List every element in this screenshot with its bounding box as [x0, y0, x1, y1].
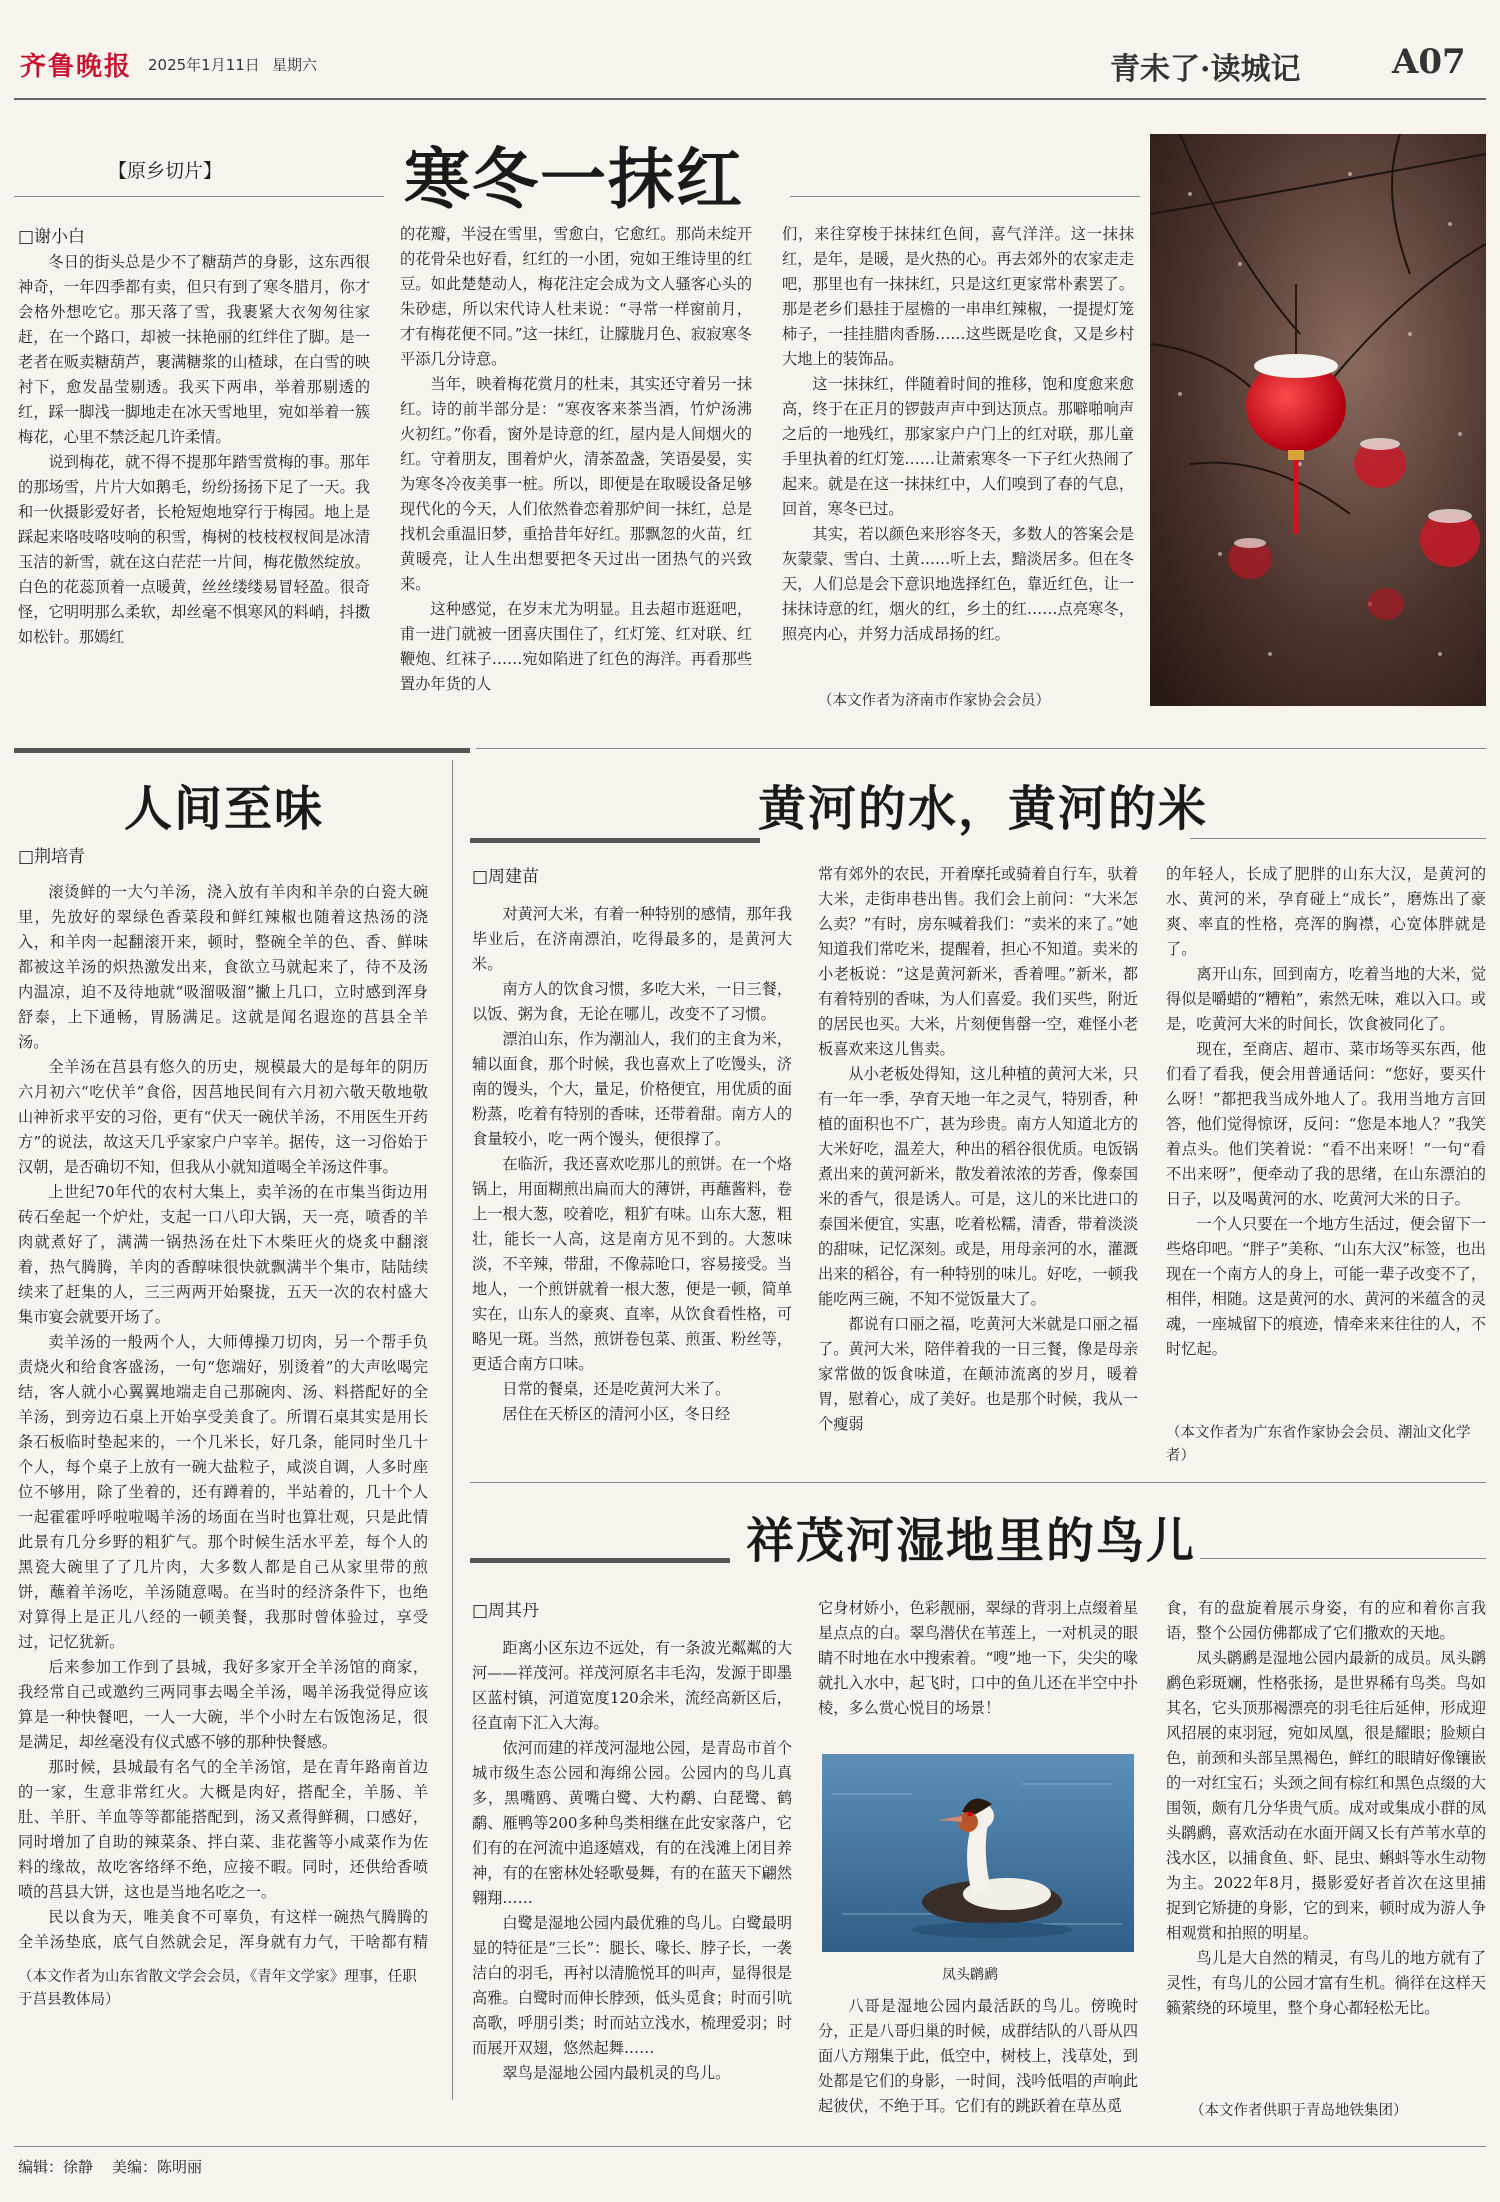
- lantern-photo: [1150, 134, 1486, 706]
- paragraph: 那时候，县城最有名气的全羊汤馆，是在青年路南首边的一家，生意非常红火。大概是肉好，搭配全，羊肠、羊肚、羊肝、羊血等等都能搭配到，汤又煮得鲜稠，口感好，同时增加了自助的辣菜条、拌白菜、韭花酱等小咸菜作为佐料的缘故，故吃客络绎不绝，应接不暇。同时，还供给香喷喷的莒县大饼，这也是当地名吃之一。: [18, 1758, 428, 1901]
- footer-rule: [14, 2146, 1486, 2147]
- article-byline: □周其丹: [472, 1601, 540, 1621]
- article-kicker: 【原乡切片】: [108, 160, 223, 182]
- paragraph: 这种感觉，在岁末尤为明显。且去超市逛逛吧，甫一进门就被一团喜庆围住了，红灯笼、红对联、红鞭炮、红袜子……宛如陷进了红色的海洋。再看那些置办年货的人: [400, 600, 752, 693]
- article-column: [818, 862, 1138, 1472]
- article-byline: □周建苗: [472, 867, 540, 887]
- designer-credit: 美编：陈明丽: [112, 2158, 203, 2176]
- paragraph: 南方人的饮食习惯，多吃大米，一日三餐，以饭、粥为食，无论在哪儿，改变不了习惯。: [472, 980, 792, 1023]
- article-column: [818, 1596, 1138, 1746]
- page-number: A07: [1392, 42, 1466, 82]
- title-rule: [1190, 838, 1486, 839]
- article-column: [18, 250, 370, 720]
- paragraph: 从小老板处得知，这儿种植的黄河大米，只有一年一季，孕育天地一年之灵气，特别香，种植的面积也不广，甚为珍贵。南方人知道北方的大米好吃，温差大，种出的稻谷很优质。电饭锅煮出来的黄河新米，散发着浓浓的芳香，像泰国米的香气，很是诱人。可是，这儿的米比进口的泰国米便宜，实惠，吃着松糯，清香，带着淡淡的甜味，记忆深刻。或是，用母亲河的水，灌溉出来的稻谷，有一种特别的味儿。好吃，一顿我能吃两三碗，不知不觉饭量大了。: [818, 1065, 1138, 1308]
- paragraph: 的年轻人，长成了肥胖的山东大汉，是黄河的水、黄河的米，孕育碰上“成长”，磨炼出了豪爽、率直的性格，亮浑的胸襟，心宽体胖就是了。: [1166, 865, 1486, 958]
- article-byline: □荆培青: [18, 847, 86, 867]
- paragraph: 现在，至商店、超市、菜市场等买东西，他们看了看我，便会用普通话问：“您好，要买什么呀！”都把我当成外地人了。我用当地方言回答，他们觉得惊讶，反问：“您是本地人？”我笑着点头。他们笑着说：“看不出来呀！”一句“看不出来呀”，便牵动了我的思绪，在山东漂泊的日子，以及喝黄河的水、吃黄河大米的日子。: [1166, 1040, 1486, 1208]
- paragraph: 离开山东，回到南方，吃着当地的大米，觉得似是嚼蜡的“糟粕”，索然无味，难以入口。或是，吃黄河大米的时间长，饮食被同化了。: [1166, 965, 1486, 1033]
- paragraph: 的花瓣，半浸在雪里，雪愈白，它愈红。那尚未绽开的花骨朵也好看，红红的一小团，宛如王维诗里的红豆。如此楚楚动人，梅花注定会成为文人骚客心头的朱砂痣，所以宋代诗人杜耒说：“寻常一样窗前月，才有梅花便不同。”这一抹红，让朦胧月色、寂寂寒冬平添几分诗意。: [400, 225, 752, 368]
- article-column: [1166, 1596, 1486, 2096]
- paragraph: 上世纪70年代的农村大集上，卖羊汤的在市集当街边用砖石垒起一个炉灶，支起一口八印大锅，天一亮，喷香的羊肉就煮好了，满满一锅热汤在灶下木柴旺火的烧炙中翻滚着，热气腾腾，羊肉的香醇味很快就飘满半个集市，陆陆续续来了赶集的人，三三两两开始聚拢，五天一次的农村盛大集市宴会就要开场了。: [18, 1183, 428, 1326]
- paragraph: 依河而建的祥茂河湿地公园，是青岛市首个城市级生态公园和海绵公园。公园内的鸟儿真多，黑嘴鸥、黄嘴白鹭、大杓鹬、白琵鹭、鹤鹬、雁鸭等200多种鸟类相继在此安家落户，它们有的在河流中追逐嬉戏，有的在浅滩上闭目养神，有的在密林处轻歌曼舞，有的在蓝天下翩然翱翔……: [472, 1739, 792, 1907]
- masthead: [0, 0, 1500, 100]
- paragraph: 翠鸟是湿地公园内最机灵的鸟儿。: [502, 2064, 731, 2082]
- paragraph: 们，来往穿梭于抹抹红色间，喜气洋洋。这一抹抹红，是年，是暖，是火热的心。再去郊外的农家走走吧，那里也有一抹抹红，只是这红更家常朴素罢了。那是老乡们悬挂于屋檐的一串串红辣椒，一提提灯笼柿子，一挂挂腊肉香肠……这些既是吃食，又是乡村大地上的装饰品。: [782, 225, 1134, 368]
- paragraph: 说到梅花，就不得不提那年踏雪赏梅的事。那年的那场雪，片片大如鹅毛，纷纷扬扬下足了一天。我和一伙摄影爱好者，长枪短炮地穿行于梅园。地上是踩起来咯吱咯吱响的积雪，梅树的枝枝杈杈间是冰清玉洁的新雪，就在这白茫茫一片间，梅花傲然绽放。白色的花蕊顶着一点暖黄，丝丝缕缕易冒轻盈。很奇怪，它明明那么柔软，却丝毫不惧寒风的料峭，抖擞如松针。那嫣红: [18, 453, 370, 646]
- article-column: [472, 902, 792, 1472]
- paragraph: 冬日的街头总是少不了糖葫芦的身影，这东西很神奇，一年四季都有卖，但只有到了寒冬腊月，你才会格外想吃它。那天落了雪，我裹紧大衣匆匆往家赶，在一个路口，却被一抹艳丽的红绊住了脚。是一老者在贩卖糖葫芦，裹满糖浆的山楂球，在白雪的映衬下，愈发晶莹剔透。我买下两串，举着那剔透的红，踩一脚浅一脚地走在冰天雪地里，宛如举着一簇梅花，心里不禁泛起几许柔情。: [18, 253, 370, 446]
- article-title: 寒冬一抹红: [404, 140, 744, 218]
- column-divider: [452, 760, 453, 2100]
- author-note: （本文作者供职于青岛地铁集团）: [1190, 2103, 1408, 2119]
- author-note: （本文作者为山东省散文学会会员，《青年文学家》理事，任职于莒县教体局）: [18, 1969, 417, 2008]
- paragraph: 凤头䴙䴘是湿地公园内最新的成员。凤头䴙䴘色彩斑斓，性格张扬，是世界稀有鸟类。鸟如其名，它头顶那褐漂亮的羽毛往后延伸，形成迎风招展的束羽冠，宛如凤凰，很是耀眼；脸颊白色，前颈和头部呈黑褐色，鲜红的眼睛好像镶嵌的一对红宝石；头颈之间有棕红和黑色点缀的大围领，颇有几分华贵气质。成对或集成小群的凤头䴙䴘，喜欢活动在水面开阔又长有芦苇水草的浅水区，以捕食鱼、虾、昆虫、蝌蚪等水生动物为主。2022年8月，摄影爱好者首次在这里捕捉到它矫捷的身影，它的到来，顿时成为游人争相观赏和拍照的明星。: [1166, 1649, 1486, 1942]
- paragraph: 八哥是湿地公园内最活跃的鸟儿。傍晚时分，正是八哥归巢的时候，成群结队的八哥从四面八方翔集于此，低空中，树枝上，浅草处，到处都是它们的身影，一时间，浅吟低唱的声响此起彼伏，不绝于耳。它们有的跳跃着在草丛觅: [818, 1997, 1138, 2115]
- photo-caption: 凤头䴙䴘: [942, 1967, 998, 1983]
- section-name: 青未了·读城记: [1110, 52, 1301, 87]
- section-divider: [470, 1482, 1486, 1483]
- section-divider: [14, 748, 470, 753]
- paragraph: 其实，若以颜色来形容冬天，多数人的答案会是灰蒙蒙、雪白、土黄……听上去，黯淡居多。但在冬天，人们总是会下意识地选择红色，靠近红色，让一抹抹诗意的红，烟火的红，乡土的红……点亮寒冬，照亮内心，并努力活成昂扬的红。: [782, 525, 1134, 643]
- paragraph: 食，有的盘旋着展示身姿，有的应和着你言我语，整个公园仿佛都成了它们撒欢的天地。: [1166, 1599, 1486, 1642]
- title-rule: [1200, 1558, 1486, 1559]
- paragraph: 全羊汤在莒县有悠久的历史，规模最大的是每年的阴历六月初六“吃伏羊”食俗，因莒地民间有六月初六敬天敬地敬山神祈求平安的习俗，更有“伏天一碗伏羊汤，不用医生开药方”的说法，故这天几乎家家户户宰羊。据传，这一习俗始于汉朝，是否确切不知，但我从小就知道喝全羊汤这件事。: [18, 1058, 428, 1176]
- grebe-photo: [822, 1754, 1134, 1952]
- article-column: [782, 222, 1134, 688]
- paragraph: 它身材娇小，色彩靓丽，翠绿的背羽上点缀着星星点点的白。翠鸟潜伏在苇莲上，一对机灵的眼睛不时地在水中搜索着。“嗖”地一下，尖尖的喙就扎入水中，起飞时，口中的鱼儿还在半空中扑棱，多么赏心悦目的场景！: [818, 1599, 1138, 1717]
- article-column: [818, 1994, 1138, 2130]
- paragraph: 都说有口丽之福，吃黄河大米就是口丽之福了。黄河大米，陪伴着我的一日三餐，像是母亲家常做的饭食味道，在颠沛流离的岁月，暖着胃，慰着心，成了美好。也是那个时候，我从一个瘦弱: [818, 1315, 1138, 1433]
- issue-weekday: 星期六: [272, 56, 318, 74]
- title-rule-bar: [470, 1558, 730, 1563]
- issue-date: 2025年1月11日: [148, 56, 260, 74]
- title-rule-bar: [470, 838, 760, 843]
- paragraph: 一个人只要在一个地方生活过，便会留下一些烙印吧。“胖子”美称、“山东大汉”标签，也出现在一个南方人的身上，可能一辈子改变不了，相伴，相随。这是黄河的水、黄河的米蕴含的灵魂，一座城留下的痕迹，情牵来来往往的人，不时忆起。: [1166, 1215, 1486, 1358]
- title-rule-right: [790, 196, 1140, 197]
- paragraph: 日常的餐桌，还是吃黄河大米了。: [502, 1380, 731, 1398]
- article-column: [1166, 862, 1486, 1392]
- article-column: [400, 222, 752, 720]
- article-title: 人间至味: [124, 781, 325, 837]
- paragraph: 卖羊汤的一般两个人，大师傅操刀切肉，另一个帮手负责烧火和给食客盛汤，一句“您端好，别烫着”的大声吆喝完结，客人就小心翼翼地端走自己那碗肉、汤、料搭配好的全羊汤，到旁边石桌上开始享受美食了。所谓石桌其实是用长条石板临时垫起来的，一个几米长，好几条，能同时坐几十个人，每个桌子上放有一碗大盐粒子，咸淡自调，人多时座位不够用，除了坐着的，还有蹲着的，半站着的，几十个人一起霍霍呼呼啦啦喝羊汤的场面在当时也算壮观，只是此情此景有几分乡野的粗犷气。那个时候生活水平差，每个人的黑瓷大碗里了了几片肉，大多数人都是自己从家里带的煎饼，蘸着羊汤吃，羊汤随意喝。在当时的经济条件下，也绝对算得上是正儿八经的一顿美餐，我那时曾体验过，享受过，记忆犹新。: [18, 1333, 428, 1651]
- paragraph: 距离小区东边不远处，有一条波光粼粼的大河——祥茂河。祥茂河原名丰毛沟，发源于即墨区蓝村镇，河道宽度120余米，流经高新区后，径直南下汇入大海。: [472, 1639, 792, 1732]
- paragraph: 对黄河大米，有着一种特别的感情，那年我毕业后，在济南漂泊，吃得最多的，是黄河大米。: [472, 905, 792, 973]
- article-title: 黄河的水，黄河的米: [758, 781, 1209, 837]
- paragraph: 常有郊外的农民，开着摩托或骑着自行车，驮着大米，走街串巷出售。我们会上前问：“大米怎么卖？”有时，房东喊着我们：“卖米的来了。”她知道我们常吃米，提醒着，担心不知道。卖米的小老板说：“这是黄河新米，香着哩。”新米，都有着特别的香味，为人们喜爱。我们买些，附近的居民也买。大米，片刻便售罄一空，难怪小老板喜欢来这儿售卖。: [818, 865, 1138, 1058]
- paragraph: 白鹭是湿地公园内最优雅的鸟儿。白鹭最明显的特征是“三长”：腿长、喙长、脖子长，一袭洁白的羽毛，再衬以清脆悦耳的叫声，显得很是高雅。白鹭时而伸长脖颈，低头觅食；时而引吭高歌，呼朋引类；时而站立浅水，梳理爱羽；时而展开双翅，悠然起舞……: [472, 1914, 792, 2057]
- title-rule: [14, 196, 384, 197]
- paragraph: 后来参加工作到了县城，我好多家开全羊汤馆的商家，我经常自己或邀约三两同事去喝全羊汤，喝羊汤我觉得应该算是一种快餐吧，一人一大碗，半个小时左右饭饱汤足，很是满足，却丝毫没有仪式感不够的那种快餐感。: [18, 1658, 428, 1751]
- paragraph: 鸟儿是大自然的精灵，有鸟儿的地方就有了灵性，有鸟儿的公园才富有生机。徜徉在这样天籁萦绕的环境里，整个身心都轻松无比。: [1166, 1949, 1486, 2017]
- paragraph: 在临沂，我还喜欢吃那儿的煎饼。在一个烙锅上，用面糊煎出扁而大的薄饼，再蘸酱料，卷上一根大葱，咬着吃，粗犷有味。山东大葱，粗壮，能长一人高，这是南方见不到的。大葱味淡，不辛辣，带甜，不像蒜呛口，容易接受。当地人，一个煎饼就着一根大葱，便是一顿，简单实在，山东人的豪爽、直率，从饮食看性格，可略见一斑。当然，煎饼卷包菜、煎蛋、粉丝等，更适合南方口味。: [472, 1155, 792, 1373]
- masthead-rule: [14, 98, 1486, 100]
- paragraph: 民以食为天，唯美食不可辜负，有这样一碗热气腾腾的全羊汤垫底，底气自然就会足，浑身就有力气，干啥都有精: [18, 1908, 428, 1951]
- author-note: （本文作者为广东省作家协会会员、潮汕文化学者）: [1166, 1425, 1471, 1464]
- article-column: [472, 1636, 792, 2136]
- article-byline: □谢小白: [18, 227, 86, 247]
- paragraph: 当年，映着梅花赏月的杜耒，其实还守着另一抹红。诗的前半部分是：“寒夜客来茶当酒，竹炉汤沸火初红。”你看，窗外是诗意的红，屋内是人间烟火的红。守着朋友，围着炉火，清茶盈盏，笑语晏晏，实为寒冬冷夜美事一桩。所以，即便是在取暖设备足够现代化的今天，人们依然眷恋着那炉间一抹红，总是找机会重温旧梦，重拾昔年好红。那飘忽的火苗，红黄暖亮，让人生出想要把冬天过出一团热气的兴致来。: [400, 375, 752, 593]
- paragraph: 这一抹抹红，伴随着时间的推移，饱和度愈来愈高，终于在正月的锣鼓声声中到达顶点。那噼啪响声之后的一地残红，那家家户户门上的红对联，那儿童手里执着的红灯笼……让萧索寒冬一下子红火热闹了起来。就是在这一抹抹红中，人们嗅到了春的气息，回首，寒冬已过。: [782, 375, 1134, 518]
- section-divider: [476, 748, 1486, 749]
- paragraph: 漂泊山东，作为潮汕人，我们的主食为米，辅以面食，那个时候，我也喜欢上了吃馒头，济南的馒头，个大，量足，价格便宜，用优质的面粉蒸，吃着有特别的香味，还带着甜。南方人的食量较小，吃一两个馒头，便很撑了。: [472, 1030, 792, 1148]
- author-note: （本文作者为济南市作家协会会员）: [818, 693, 1050, 709]
- article-column: [18, 880, 428, 1958]
- newspaper-logo: 齐鲁晚报: [20, 52, 133, 82]
- editor-credit: 编辑：徐静: [18, 2158, 94, 2176]
- paragraph: 居住在天桥区的清河小区，冬日经: [502, 1405, 731, 1423]
- paragraph: 滚烫鲜的一大勺羊汤，浇入放有羊肉和羊杂的白瓷大碗里，先放好的翠绿色香菜段和鲜红辣椒也随着这热汤的浇入，和羊肉一起翻滚开来，顿时，整碗全羊的色、香、鲜味都被这羊汤的炽热激发出来，食欲立马就起来了，待不及汤内温凉，迫不及待地就“吸溜吸溜”撇上几口，立时感到浑身舒泰，上下通畅，胃肠满足。这就是闻名遐迩的莒县全羊汤。: [18, 883, 428, 1051]
- article-title: 祥茂河湿地里的鸟儿: [746, 1513, 1197, 1569]
